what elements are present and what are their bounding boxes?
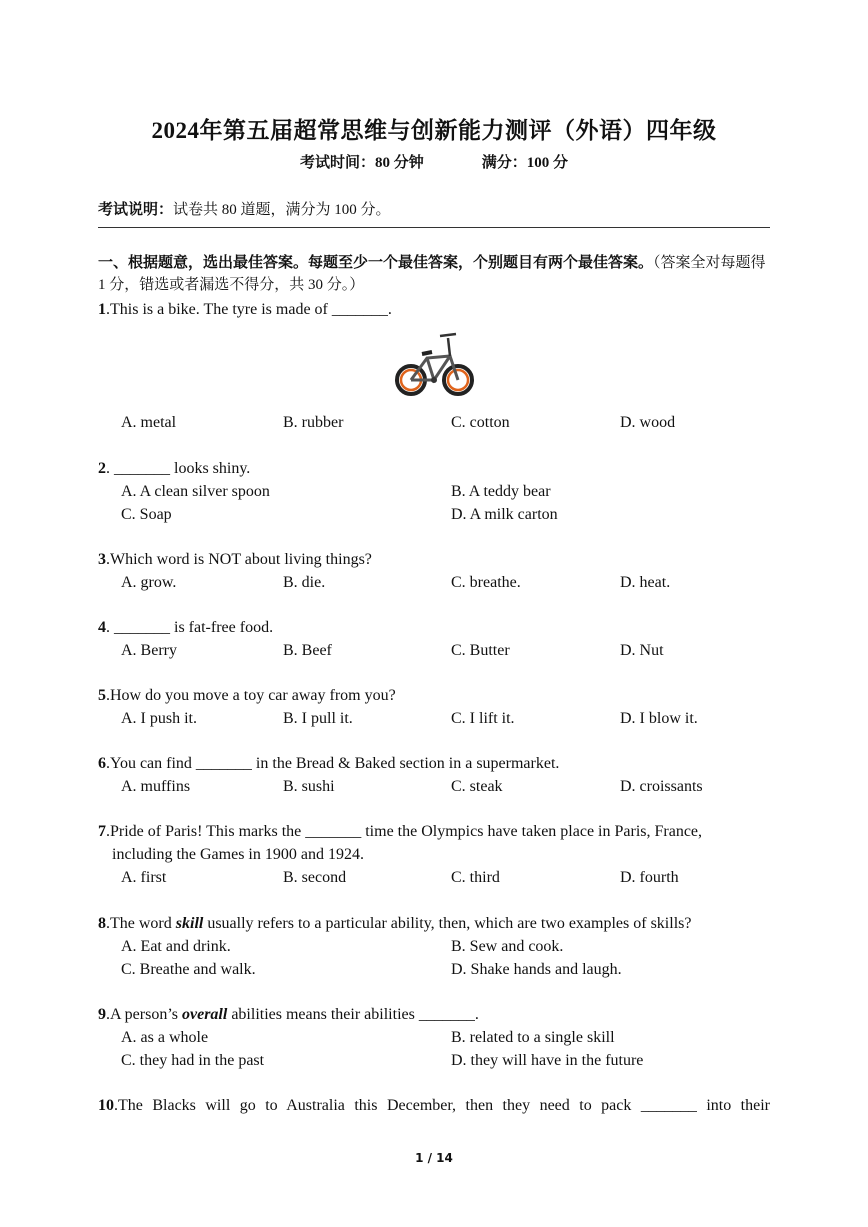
instructions-label: 考试说明： [98, 202, 174, 218]
exam-title: 2024年第五届超常思维与创新能力测评（外语）四年级 [151, 118, 717, 143]
option-c[interactable]: C. they had in the past [121, 1052, 265, 1069]
question-7: 7.Pride of Paris! This marks the _______ time the Olympics have taken place in Paris, France, [98, 823, 703, 840]
option-c[interactable]: C. I lift it. [451, 710, 515, 727]
options-2-row1 [121, 480, 781, 503]
option-d[interactable]: D. A milk carton [451, 506, 558, 523]
exam-time: 考试时间：80 分钟 [299, 155, 424, 171]
option-a[interactable]: A. metal [121, 414, 177, 431]
option-a[interactable]: A. I push it. [121, 710, 197, 727]
options-7 [121, 866, 781, 889]
question-8: 8.The word skill usually refers to a particular ability, then, which are two examples of skills? [98, 915, 692, 932]
question-9: 9.A person’s overall abilities means their abilities _______. [98, 1006, 479, 1023]
instructions-text: 试卷共 80 道题，满分为 100 分。 [173, 202, 391, 218]
options-8-row2 [121, 958, 781, 981]
option-b[interactable]: B. second [283, 869, 347, 886]
options-9-row1 [121, 1026, 781, 1049]
exam-instructions [98, 198, 391, 219]
option-a[interactable]: A. first [121, 869, 167, 886]
options-5 [121, 707, 781, 730]
section-title: 一、根据题意，选出最佳答案。每题至少一个最佳答案，个别题目有两个最佳答案。 [98, 255, 654, 271]
option-b[interactable]: B. A teddy bear [451, 483, 551, 500]
option-a[interactable]: A. Berry [121, 642, 177, 659]
question-6: 6.You can find _______ in the Bread & Baked section in a supermarket. [98, 755, 560, 772]
keyword: overall [182, 1006, 228, 1023]
question-10: 10.The Blacks will go to Australia this December, then they need to pack _______ into their [98, 1097, 770, 1114]
option-d[interactable]: D. they will have in the future [451, 1052, 644, 1069]
option-b[interactable]: B. sushi [283, 778, 335, 795]
option-b[interactable]: B. I pull it. [283, 710, 353, 727]
exam-score: 满分：100 分 [481, 155, 569, 171]
option-a[interactable]: A. as a whole [121, 1029, 209, 1046]
option-c[interactable]: C. Soap [121, 506, 172, 523]
question-2: 2. _______ looks shiny. [98, 460, 251, 477]
option-a[interactable]: A. Eat and drink. [121, 938, 231, 955]
option-b[interactable]: B. related to a single skill [451, 1029, 615, 1046]
question-7-cont: including the Games in 1900 and 1924. [112, 846, 364, 863]
option-c[interactable]: C. third [451, 869, 500, 886]
option-a[interactable]: A. muffins [121, 778, 191, 795]
options-6 [121, 775, 781, 798]
options-4 [121, 639, 781, 662]
option-b[interactable]: B. Beef [283, 642, 332, 659]
options-8-row1 [121, 935, 781, 958]
option-c[interactable]: C. Butter [451, 642, 510, 659]
option-d[interactable]: D. I blow it. [620, 710, 698, 727]
option-b[interactable]: B. Sew and cook. [451, 938, 564, 955]
exam-meta [0, 151, 868, 172]
option-d[interactable]: D. heat. [620, 574, 671, 591]
divider [98, 227, 770, 228]
question-1: 1.This is a bike. The tyre is made of _______. [98, 301, 392, 318]
option-c[interactable]: C. steak [451, 778, 503, 795]
bike-image [394, 330, 476, 402]
option-c[interactable]: C. Breathe and walk. [121, 961, 256, 978]
option-d[interactable]: D. croissants [620, 778, 703, 795]
options-3 [121, 571, 781, 594]
option-d[interactable]: D. Shake hands and laugh. [451, 961, 622, 978]
question-4: 4. _______ is fat-free food. [98, 619, 274, 636]
options-1 [121, 411, 781, 434]
option-d[interactable]: D. wood [620, 414, 676, 431]
option-d[interactable]: D. Nut [620, 642, 664, 659]
section-heading [98, 252, 774, 296]
option-a[interactable]: A. grow. [121, 574, 177, 591]
page-number: 1 / 14 [415, 1151, 453, 1165]
keyword: skill [175, 915, 204, 932]
option-d[interactable]: D. fourth [620, 869, 679, 886]
question-3: 3.Which word is NOT about living things? [98, 551, 372, 568]
option-c[interactable]: C. cotton [451, 414, 510, 431]
options-2-row2 [121, 503, 781, 526]
section-note: （答案全对每题得 1 分，错选或者漏选不得分，共 30 分。） [98, 255, 766, 293]
question-5: 5.How do you move a toy car away from you? [98, 687, 396, 704]
options-9-row2 [121, 1049, 781, 1072]
option-c[interactable]: C. breathe. [451, 574, 521, 591]
option-a[interactable]: A. A clean silver spoon [121, 483, 270, 500]
option-b[interactable]: B. die. [283, 574, 326, 591]
option-b[interactable]: B. rubber [283, 414, 344, 431]
